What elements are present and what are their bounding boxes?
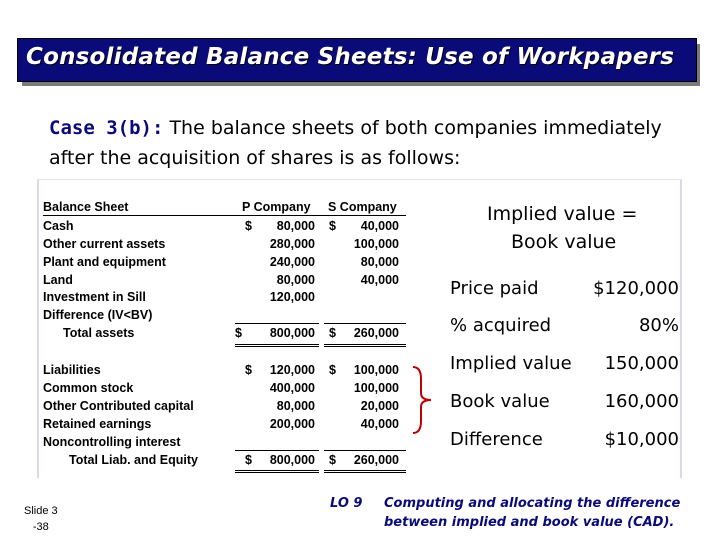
slide-number-line-1: Slide 3 bbox=[24, 505, 58, 517]
case-line-1 bbox=[49, 113, 709, 143]
implied-heading-2: Book value bbox=[511, 231, 617, 253]
slide-title: Consolidated Balance Sheets: Use of Workpapers bbox=[26, 44, 675, 70]
dollar-sign: $ bbox=[329, 363, 336, 377]
p-other-contributed: 80,000 bbox=[276, 399, 315, 413]
row-label-other-contributed: Other Contributed capital bbox=[43, 399, 194, 413]
balance-sheet-header: Balance Sheet bbox=[43, 200, 129, 214]
p-total-liab: 800,000 bbox=[269, 453, 315, 467]
p-assets-double-rule-1 bbox=[235, 344, 319, 345]
difference-value: $10,000 bbox=[604, 429, 679, 450]
row-label-investment: Investment in Sill bbox=[43, 290, 146, 304]
p-total-assets: 800,000 bbox=[269, 326, 315, 340]
s-land: 40,000 bbox=[360, 273, 399, 287]
p-company-header: P Company bbox=[242, 200, 311, 214]
row-label-difference: Difference (IV<BV) bbox=[43, 308, 153, 322]
pct-acquired-value: 80% bbox=[638, 315, 679, 336]
p-liab-double-rule-2 bbox=[235, 472, 319, 473]
dollar-sign: $ bbox=[329, 219, 336, 233]
dollar-sign: $ bbox=[245, 453, 252, 467]
row-label-plant: Plant and equipment bbox=[43, 255, 166, 269]
case-text-2: after the acquisition of shares is as follows: bbox=[49, 147, 461, 169]
slide-number bbox=[24, 503, 58, 535]
dollar-sign: $ bbox=[245, 363, 252, 377]
p-liab-rule bbox=[235, 450, 319, 451]
s-common-stock: 100,000 bbox=[353, 381, 399, 395]
lo-label: LO 9 bbox=[330, 496, 363, 511]
p-plant: 240,000 bbox=[269, 255, 315, 269]
row-label-common-stock: Common stock bbox=[43, 381, 134, 395]
lo-line-1: Computing and allocating the difference bbox=[384, 496, 681, 511]
s-cash: 40,000 bbox=[360, 219, 399, 233]
s-liab-double-rule-1 bbox=[324, 470, 406, 471]
row-label-other-current: Other current assets bbox=[43, 237, 166, 251]
s-other-current: 100,000 bbox=[353, 237, 399, 251]
implied-heading-1: Implied value = bbox=[487, 203, 638, 225]
s-total-liab: 260,000 bbox=[353, 453, 399, 467]
lo-line-2: between implied and book value (CAD). bbox=[384, 515, 675, 530]
p-liab-double-rule-1 bbox=[235, 470, 319, 471]
row-label-cash: Cash bbox=[43, 219, 74, 233]
implied-value-value: 150,000 bbox=[604, 353, 679, 374]
s-liab-double-rule-2 bbox=[324, 472, 406, 473]
p-assets-double-rule-2 bbox=[235, 346, 319, 347]
s-retained-earnings: 40,000 bbox=[360, 417, 399, 431]
row-label-retained-earnings: Retained earnings bbox=[43, 417, 152, 431]
p-land: 80,000 bbox=[276, 273, 315, 287]
header-rule bbox=[43, 215, 406, 216]
row-label-total-assets: Total assets bbox=[63, 326, 135, 340]
price-paid-value: $120,000 bbox=[593, 278, 679, 299]
s-company-header: S Company bbox=[328, 200, 397, 214]
book-value-label: Book value bbox=[450, 391, 550, 412]
s-assets-double-rule-2 bbox=[324, 346, 406, 347]
p-common-stock: 400,000 bbox=[269, 381, 315, 395]
p-retained-earnings: 200,000 bbox=[269, 417, 315, 431]
row-label-total-liab: Total Liab. and Equity bbox=[69, 453, 198, 467]
row-label-land: Land bbox=[43, 273, 73, 287]
pct-acquired-label: % acquired bbox=[450, 315, 552, 336]
p-liabilities: 120,000 bbox=[269, 363, 315, 377]
dollar-sign: $ bbox=[329, 326, 336, 340]
s-other-contributed: 20,000 bbox=[360, 399, 399, 413]
p-investment: 120,000 bbox=[269, 290, 315, 304]
p-assets-rule bbox=[235, 323, 319, 324]
s-total-assets: 260,000 bbox=[353, 326, 399, 340]
s-plant: 80,000 bbox=[360, 255, 399, 269]
s-assets-double-rule-1 bbox=[324, 344, 406, 345]
book-value-value: 160,000 bbox=[604, 391, 679, 412]
dollar-sign: $ bbox=[245, 219, 252, 233]
case-label: Case 3(b): bbox=[49, 117, 164, 139]
case-statement bbox=[49, 113, 709, 173]
p-cash: 80,000 bbox=[276, 219, 315, 233]
s-assets-rule bbox=[324, 323, 406, 324]
row-label-liabilities: Liabilities bbox=[43, 363, 101, 377]
difference-label: Difference bbox=[450, 429, 543, 450]
brace-icon bbox=[409, 365, 435, 435]
slide-number-line-2: -38 bbox=[32, 521, 49, 533]
case-text-1: The balance sheets of both companies immediately bbox=[169, 117, 662, 139]
p-other-current: 280,000 bbox=[269, 237, 315, 251]
s-liabilities: 100,000 bbox=[353, 363, 399, 377]
dollar-sign: $ bbox=[329, 453, 336, 467]
price-paid-label: Price paid bbox=[450, 278, 539, 299]
title-bar bbox=[17, 38, 697, 82]
s-liab-rule bbox=[324, 450, 406, 451]
row-label-noncontrolling: Noncontrolling interest bbox=[43, 435, 181, 449]
implied-value-label: Implied value bbox=[450, 353, 572, 374]
dollar-sign: $ bbox=[235, 326, 242, 340]
